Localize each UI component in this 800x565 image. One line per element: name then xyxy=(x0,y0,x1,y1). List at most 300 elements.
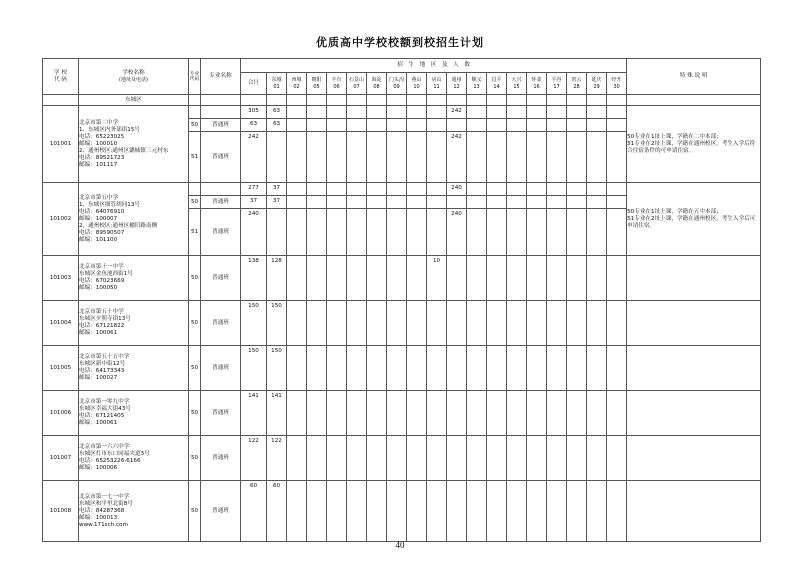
header-district-17 xyxy=(547,73,567,95)
header-school-name xyxy=(79,59,189,95)
district-count xyxy=(527,106,547,119)
header-district-13 xyxy=(467,73,487,95)
total-count: 63 xyxy=(241,119,267,132)
district-count: 240 xyxy=(447,209,467,256)
district-count xyxy=(567,481,587,542)
header-district-name: 怀柔 xyxy=(531,76,542,83)
school-code: 101005 xyxy=(43,346,79,391)
district-count xyxy=(527,391,547,436)
district-count xyxy=(327,209,347,256)
header-district-name: 东城 xyxy=(271,76,282,83)
district-count xyxy=(347,119,367,132)
district-count xyxy=(347,183,367,196)
district-count xyxy=(367,106,387,119)
district-count xyxy=(587,106,607,119)
enrollment-plan-table xyxy=(42,58,761,542)
header-district-name: 昌平 xyxy=(491,76,502,83)
school-code: 101001 xyxy=(43,106,79,183)
school-info xyxy=(79,346,189,391)
district-count xyxy=(327,391,347,436)
district-count: 242 xyxy=(447,106,467,119)
district-count xyxy=(527,119,547,132)
school-code: 101003 xyxy=(43,256,79,301)
district-count xyxy=(527,481,547,542)
total-count: 141 xyxy=(241,391,267,436)
district-count xyxy=(507,436,527,481)
district-count xyxy=(427,436,447,481)
district-count: 150 xyxy=(267,346,287,391)
district-count: 63 xyxy=(267,119,287,132)
major-code: 50 xyxy=(189,301,201,346)
district-count: 10 xyxy=(427,256,447,301)
table-row xyxy=(43,301,761,346)
district-count xyxy=(307,346,327,391)
school-info xyxy=(79,256,189,301)
district-count xyxy=(387,132,407,183)
district-count xyxy=(507,196,527,209)
major-code: 51 xyxy=(189,132,201,183)
district-count xyxy=(407,391,427,436)
district-count xyxy=(327,196,347,209)
header-district-06 xyxy=(327,73,347,95)
header-district-code: 29 xyxy=(593,83,600,90)
header-district-30 xyxy=(607,73,627,95)
district-count xyxy=(367,301,387,346)
school-code: 101004 xyxy=(43,301,79,346)
district-count xyxy=(487,196,507,209)
header-district-name: 海淀 xyxy=(371,76,382,83)
district-count xyxy=(307,256,327,301)
district-count xyxy=(387,391,407,436)
district-count xyxy=(507,346,527,391)
district-count xyxy=(487,391,507,436)
major-name: 普通班 xyxy=(201,301,241,346)
district-count xyxy=(587,436,607,481)
school-name: 北京市第二中学 xyxy=(79,119,119,126)
district-count xyxy=(427,183,447,196)
district-count xyxy=(547,301,567,346)
district-count xyxy=(347,481,367,542)
major-code: 50 xyxy=(189,481,201,542)
district-count xyxy=(607,183,627,196)
district-count xyxy=(527,346,547,391)
district-count xyxy=(567,301,587,346)
special-note xyxy=(627,436,761,481)
school-info xyxy=(79,301,189,346)
district-count xyxy=(347,436,367,481)
district-count xyxy=(307,436,327,481)
district-count xyxy=(547,106,567,119)
district-count xyxy=(607,119,627,132)
school-code: 101008 xyxy=(43,481,79,542)
header-district-code: 01 xyxy=(273,83,280,90)
header-district-14 xyxy=(487,73,507,95)
header-district-28 xyxy=(567,73,587,95)
header-district-02 xyxy=(287,73,307,95)
district-count xyxy=(487,301,507,346)
district-count xyxy=(287,209,307,256)
header-major-code: 专业代码 xyxy=(189,59,201,95)
district-count xyxy=(587,256,607,301)
header-total: 合计 xyxy=(241,73,267,95)
district-count xyxy=(347,346,367,391)
district-count xyxy=(467,436,487,481)
district-count xyxy=(287,481,307,542)
district-count xyxy=(327,106,347,119)
district-count xyxy=(567,196,587,209)
district-count xyxy=(607,196,627,209)
school-name: 北京市第五中学 xyxy=(79,194,119,201)
major-code: 50 xyxy=(189,346,201,391)
table-row xyxy=(43,256,761,301)
district-count xyxy=(427,346,447,391)
district-count xyxy=(467,481,487,542)
district-count xyxy=(587,196,607,209)
district-count xyxy=(407,119,427,132)
district-count xyxy=(607,132,627,183)
header-district-name: 密云 xyxy=(571,76,582,83)
district-count: 150 xyxy=(267,301,287,346)
district-count xyxy=(307,106,327,119)
district-count xyxy=(347,106,367,119)
district-count xyxy=(407,346,427,391)
major-code xyxy=(189,183,201,196)
district-count xyxy=(527,436,547,481)
district-count xyxy=(547,346,567,391)
major-name: 普通班 xyxy=(201,346,241,391)
district-count xyxy=(467,119,487,132)
district-count xyxy=(567,132,587,183)
header-district-name: 房山 xyxy=(431,76,442,83)
header-district-name: 通州 xyxy=(451,76,462,83)
district-count xyxy=(347,391,367,436)
district-count xyxy=(387,106,407,119)
header-district-name: 燕山 xyxy=(411,76,422,83)
district-count xyxy=(447,346,467,391)
major-name: 普通班 xyxy=(201,256,241,301)
school-info xyxy=(79,436,189,481)
district-count xyxy=(587,132,607,183)
district-count xyxy=(547,119,567,132)
district-count xyxy=(447,481,467,542)
district-count xyxy=(427,391,447,436)
major-name: 普通班 xyxy=(201,119,241,132)
major-code: 51 xyxy=(189,209,201,256)
district-count xyxy=(367,132,387,183)
district-count xyxy=(487,436,507,481)
district-count xyxy=(287,346,307,391)
header-district-12 xyxy=(447,73,467,95)
district-count xyxy=(407,183,427,196)
header-district-code: 30 xyxy=(613,83,620,90)
district-count xyxy=(367,391,387,436)
district-count xyxy=(287,256,307,301)
total-count: 122 xyxy=(241,436,267,481)
district-count xyxy=(427,209,447,256)
major-name xyxy=(201,106,241,119)
major-code xyxy=(189,106,201,119)
header-enroll-group: 招 生 地 区 及 人 数 xyxy=(241,59,627,73)
district-count xyxy=(547,183,567,196)
district-count xyxy=(607,106,627,119)
header-district-10 xyxy=(407,73,427,95)
district-count xyxy=(387,301,407,346)
district-count xyxy=(487,119,507,132)
district-count xyxy=(447,119,467,132)
district-count xyxy=(507,209,527,256)
district-count xyxy=(467,183,487,196)
district-count xyxy=(527,132,547,183)
header-district-name: 延庆 xyxy=(591,76,602,83)
district-count xyxy=(567,436,587,481)
district-count xyxy=(487,132,507,183)
district-count xyxy=(387,481,407,542)
district-count xyxy=(327,132,347,183)
district-count xyxy=(467,132,487,183)
district-count xyxy=(447,196,467,209)
district-count xyxy=(307,132,327,183)
district-count xyxy=(567,119,587,132)
district-count xyxy=(407,132,427,183)
district-count xyxy=(367,436,387,481)
school-address: 东城区幸福大街43号 电话：67121405 邮编：100061 xyxy=(79,406,131,426)
district-count xyxy=(287,183,307,196)
district-count xyxy=(407,196,427,209)
major-name: 普通班 xyxy=(201,481,241,542)
school-address: 东城区和平里北街8号 电话：84287368 邮编：100013 www.171sch.com xyxy=(79,500,133,528)
district-count xyxy=(607,301,627,346)
total-count: 37 xyxy=(241,196,267,209)
school-address: 东城区新中街12号 电话：64173343 邮编：100027 xyxy=(79,361,126,381)
district-count xyxy=(387,256,407,301)
district-count xyxy=(467,301,487,346)
district-count xyxy=(267,132,287,183)
district-count xyxy=(347,132,367,183)
district-count xyxy=(327,436,347,481)
district-count xyxy=(547,436,567,481)
special-note: 50专业在1址上课，学籍在二中本部； 51专业在2址上课，学籍在通州校区，考生入学后符合住宿条件的可申请住宿。 xyxy=(627,106,761,183)
special-note xyxy=(627,481,761,542)
district-count xyxy=(507,391,527,436)
district-count xyxy=(607,256,627,301)
school-name: 北京市第一六六中学 xyxy=(79,444,130,450)
district-count xyxy=(367,481,387,542)
district-count xyxy=(607,481,627,542)
header-major-name: 专业名称 xyxy=(201,59,241,95)
district-count xyxy=(487,209,507,256)
district-count: 242 xyxy=(447,132,467,183)
district-count xyxy=(307,196,327,209)
district-count xyxy=(587,183,607,196)
special-note xyxy=(627,391,761,436)
school-name: 北京市第五十中学 xyxy=(79,309,124,315)
district-count xyxy=(447,256,467,301)
total-count: 60 xyxy=(241,481,267,542)
header-district-code: 11 xyxy=(433,83,440,90)
district-empty-cell xyxy=(43,95,79,106)
school-address: 东城区夕照寺街13号 电话：67121822 邮编：100061 xyxy=(79,316,131,336)
school-code: 101002 xyxy=(43,183,79,256)
district-count xyxy=(347,301,367,346)
district-count xyxy=(487,256,507,301)
district-count xyxy=(367,119,387,132)
school-name: 北京市第五十五中学 xyxy=(79,354,130,360)
district-count xyxy=(407,106,427,119)
district-count xyxy=(307,119,327,132)
major-name: 普通班 xyxy=(201,391,241,436)
header-district-code: 06 xyxy=(333,83,340,90)
district-count xyxy=(527,196,547,209)
district-count xyxy=(347,209,367,256)
district-count xyxy=(407,256,427,301)
district-count xyxy=(567,256,587,301)
special-note xyxy=(627,346,761,391)
district-count xyxy=(387,119,407,132)
district-count xyxy=(507,183,527,196)
district-count xyxy=(507,119,527,132)
district-count xyxy=(327,481,347,542)
district-count xyxy=(527,256,547,301)
header-district-name: 顺义 xyxy=(471,76,482,83)
district-count xyxy=(327,119,347,132)
major-code: 50 xyxy=(189,391,201,436)
district-count xyxy=(507,301,527,346)
header-district-15 xyxy=(507,73,527,95)
header-district-code: 28 xyxy=(573,83,580,90)
district-count xyxy=(487,346,507,391)
district-count xyxy=(287,436,307,481)
header-district-09 xyxy=(387,73,407,95)
table-row xyxy=(43,436,761,481)
district-count: 37 xyxy=(267,196,287,209)
major-code: 50 xyxy=(189,436,201,481)
header-district-name: 石景山 xyxy=(348,76,364,83)
special-note xyxy=(627,256,761,301)
district-count xyxy=(467,256,487,301)
major-name: 普通班 xyxy=(201,196,241,209)
district-count xyxy=(327,301,347,346)
district-count xyxy=(307,391,327,436)
district-section-label: 东城区 xyxy=(79,95,189,106)
header-district-name: 西城 xyxy=(291,76,302,83)
header-district-code: 17 xyxy=(553,83,560,90)
district-count xyxy=(407,301,427,346)
district-count: 240 xyxy=(447,183,467,196)
table-row xyxy=(43,391,761,436)
header-district-07 xyxy=(347,73,367,95)
header-district-code: 15 xyxy=(513,83,520,90)
major-name: 普通班 xyxy=(201,132,241,183)
header-district-name: 大兴 xyxy=(511,76,522,83)
district-count: 122 xyxy=(267,436,287,481)
header-district-01 xyxy=(267,73,287,95)
district-count xyxy=(467,391,487,436)
district-count xyxy=(447,436,467,481)
district-count xyxy=(287,391,307,436)
district-count xyxy=(307,183,327,196)
major-name xyxy=(201,183,241,196)
district-count: 128 xyxy=(267,256,287,301)
district-count xyxy=(587,119,607,132)
header-district-code: 07 xyxy=(353,83,360,90)
district-count xyxy=(427,119,447,132)
district-count xyxy=(567,209,587,256)
header-district-name: 朝阳 xyxy=(311,76,322,83)
total-count: 150 xyxy=(241,346,267,391)
district-count xyxy=(547,196,567,209)
header-district-code: 14 xyxy=(493,83,500,90)
school-info xyxy=(79,106,189,183)
school-address: 1、东城区内务部街15号 电话：65223025 邮编：100010 2、通州校区:通州区潞城镇三元村东 电话：89521723 邮编：101117 xyxy=(79,126,169,168)
district-count xyxy=(567,346,587,391)
district-count xyxy=(507,256,527,301)
district-count xyxy=(447,391,467,436)
district-count xyxy=(447,301,467,346)
district-count xyxy=(407,209,427,256)
header-district-11 xyxy=(427,73,447,95)
school-info xyxy=(79,391,189,436)
district-count xyxy=(327,183,347,196)
district-count xyxy=(507,481,527,542)
total-count: 150 xyxy=(241,301,267,346)
district-count xyxy=(347,256,367,301)
district-count xyxy=(547,391,567,436)
district-count xyxy=(427,196,447,209)
total-count: 138 xyxy=(241,256,267,301)
district-count xyxy=(587,209,607,256)
page-number: 40 xyxy=(395,540,405,550)
header-district-name: 平谷 xyxy=(551,76,562,83)
major-name: 普通班 xyxy=(201,436,241,481)
major-code: 50 xyxy=(189,119,201,132)
district-count xyxy=(587,301,607,346)
district-count xyxy=(487,481,507,542)
district-count xyxy=(607,346,627,391)
district-count xyxy=(527,209,547,256)
school-address: 东城区金鱼池西街1号 电话：67023669 邮编：100050 xyxy=(79,271,133,291)
district-count xyxy=(387,183,407,196)
district-count xyxy=(467,209,487,256)
total-count: 305 xyxy=(241,106,267,119)
district-count xyxy=(567,106,587,119)
district-count xyxy=(547,132,567,183)
district-count xyxy=(367,196,387,209)
header-special-notes: 特 殊 说 明 xyxy=(627,59,761,95)
major-code: 50 xyxy=(189,196,201,209)
district-count xyxy=(427,132,447,183)
district-count xyxy=(487,106,507,119)
total-count: 242 xyxy=(241,132,267,183)
district-count xyxy=(467,106,487,119)
district-count: 60 xyxy=(267,481,287,542)
total-count: 277 xyxy=(241,183,267,196)
district-count xyxy=(567,391,587,436)
table-row xyxy=(43,346,761,391)
special-note xyxy=(627,301,761,346)
special-note: 50专业在1址上课，学籍在五中本部； 51专业在2址上课，学籍在通州校区，考生入学后可申请住宿。 xyxy=(627,183,761,256)
header-district-code: 02 xyxy=(293,83,300,90)
major-code: 50 xyxy=(189,256,201,301)
table-row xyxy=(43,183,761,196)
district-count xyxy=(547,209,567,256)
district-count xyxy=(367,183,387,196)
district-count xyxy=(607,391,627,436)
district-count xyxy=(467,196,487,209)
header-district-code: 10 xyxy=(413,83,420,90)
district-count xyxy=(307,481,327,542)
district-count: 37 xyxy=(267,183,287,196)
header-district-code: 08 xyxy=(373,83,380,90)
